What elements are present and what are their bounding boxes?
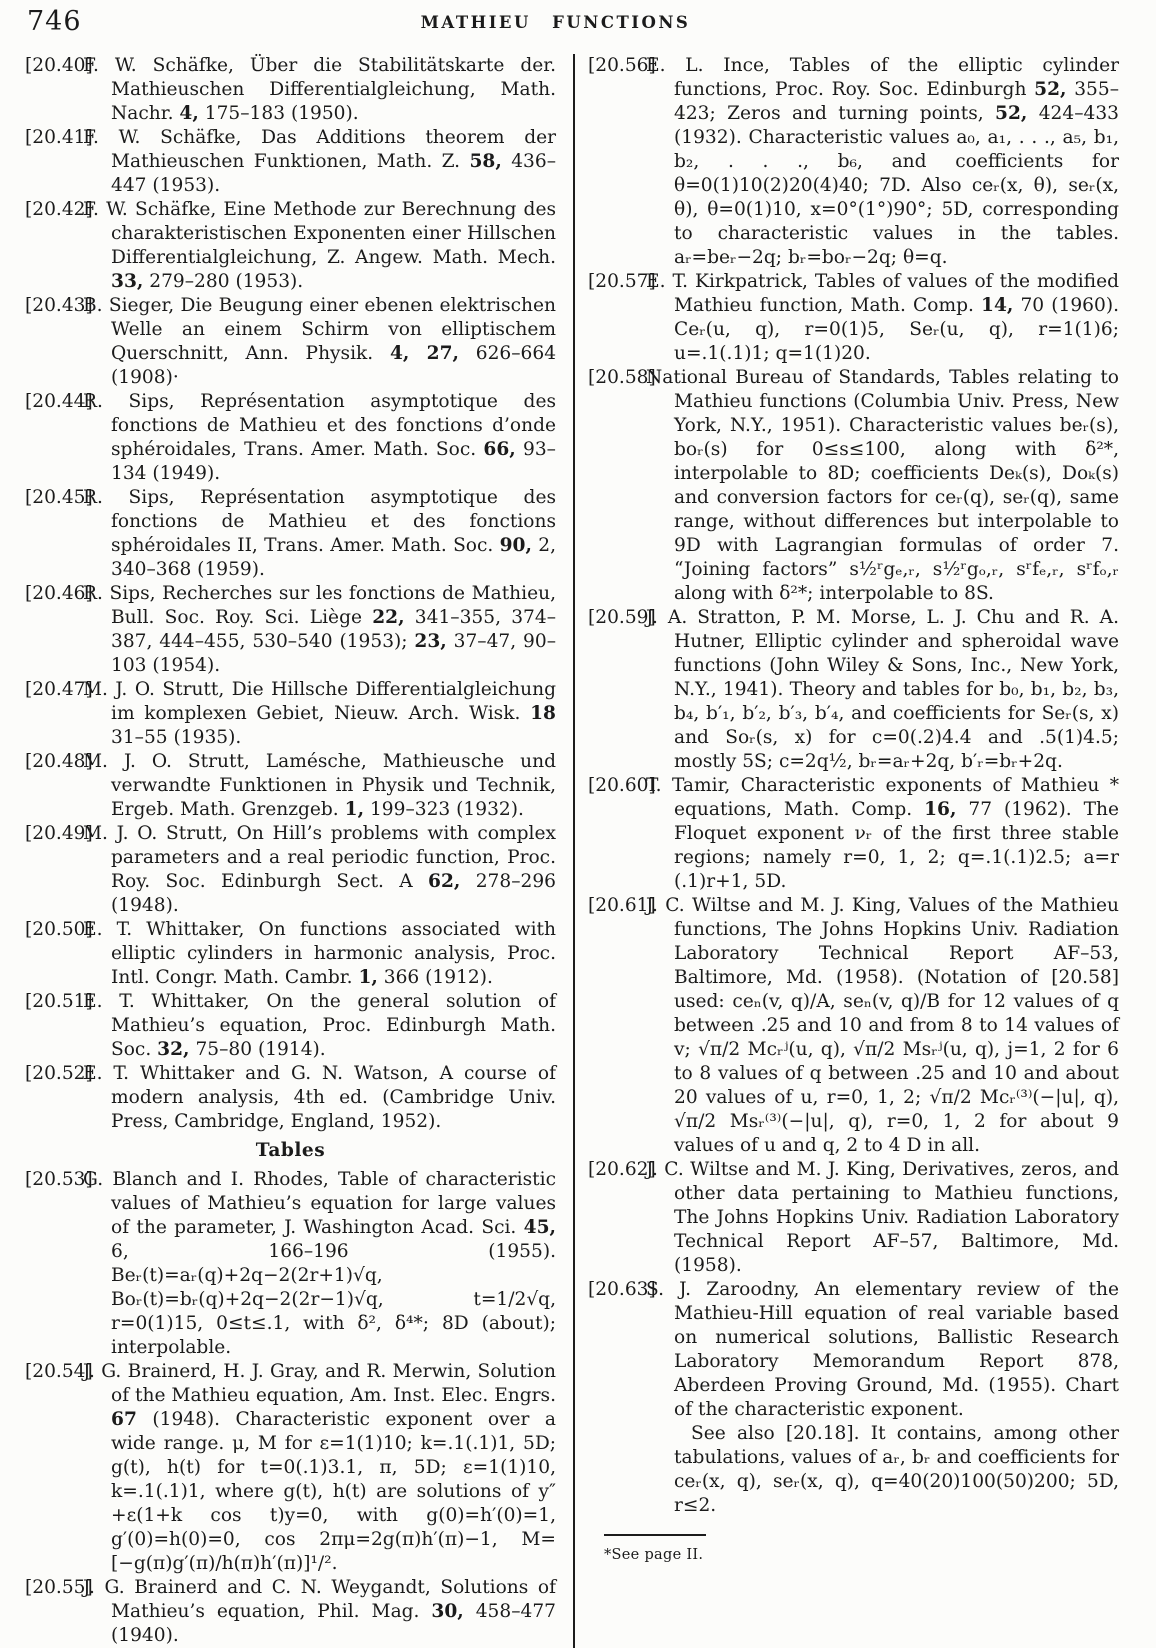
reference-entry	[25, 294, 556, 390]
reference-entry	[25, 750, 556, 822]
reference-label: [20.59]	[588, 607, 656, 628]
reference-text: E. T. Whittaker, On functions associated with elliptic cylinders in harmonic analysis, Proc. Intl. Congr. Math. Cambr. 1, 366 (1912).	[83, 919, 556, 988]
reference-entry	[588, 894, 1119, 1158]
reference-text: T. Tamir, Characteristic exponents of Mathieu * equations, Math. Comp. 16, 77 (1962). The Floquet exponent νᵣ of the first three stable regions; namely r=0, 1, 2; q=.1(.1)2.5; a=r (.1)r+1, 5D.	[646, 775, 1119, 892]
reference-entry	[25, 1062, 556, 1134]
reference-label: [20.48]	[25, 751, 93, 772]
reference-text: S. J. Zaroodny, An elementary review of the Mathieu-Hill equation of real variable based on numerical solutions, Ballistic Research Laboratory Memorandum Report 878, Aberdeen Proving Ground, Md. (1955). Chart of the characteristic exponent.	[646, 1279, 1119, 1420]
reference-entry	[25, 1576, 556, 1648]
reference-continuation: See also [20.18]. It contains, among other tabulations, values of aᵣ, bᵣ and coefficients for ceᵣ(x, q), seᵣ(x, q), q=40(20)100(50)200; 5D, r≤2.	[674, 1423, 1119, 1516]
reference-text: R. Sips, Représentation asymptotique des fonctions de Mathieu et des fonctions sphéroidales II, Trans. Amer. Math. Soc. 90, 2, 340–368 (1959).	[83, 487, 556, 580]
reference-text: M. J. O. Strutt, Lamésche, Mathieusche und verwandte Funktionen in Physik und Technik, Ergeb. Math. Grenzgeb. 1, 199–323 (1932).	[83, 751, 556, 820]
reference-label: [20.60]	[588, 775, 656, 796]
section-heading-tables: Tables	[255, 1140, 326, 1161]
left-column	[25, 54, 556, 1648]
reference-entry	[588, 774, 1119, 894]
reference-text: R. Sips, Recherches sur les fonctions de Mathieu, Bull. Soc. Roy. Sci. Liège 22, 341–355, 374–387, 444–455, 530–540 (1953); 23, 37–47, 90–103 (1954).	[83, 583, 556, 676]
reference-label: [20.47]	[25, 679, 93, 700]
reference-label: [20.45]	[25, 487, 93, 508]
reference-entry	[25, 486, 556, 582]
reference-entry	[25, 126, 556, 198]
reference-label: [20.43]	[25, 295, 93, 316]
reference-entry	[25, 1168, 556, 1360]
reference-text: F. W. Schäfke, Über die Stabilitätskarte der. Mathieuschen Differentialgleichung, Math. Nachr. 4, 175–183 (1950).	[83, 55, 556, 124]
reference-entry	[588, 270, 1119, 366]
reference-label: [20.51]	[25, 991, 93, 1012]
reference-entry	[25, 918, 556, 990]
reference-entry	[25, 390, 556, 486]
reference-entry	[25, 582, 556, 678]
reference-label: [20.46]	[25, 583, 93, 604]
reference-text: E. L. Ince, Tables of the elliptic cylinder functions, Proc. Roy. Soc. Edinburgh 52, 355–423; Zeros and turning points, 52, 424–433 (1932). Characteristic values a₀, a₁, . . ., a₅, b₁, b₂, . . ., b₆, and coefficients for θ=0(1)10(2)20(4)40; 7D. Also ceᵣ(x, θ), seᵣ(x, θ), θ=0(1)10, x=0°(1°)90°; 5D, corresponding to characteristic values in the tables. aᵣ=beᵣ−2q; bᵣ=boᵣ−2q; θ=q.	[646, 55, 1120, 268]
reference-label: [20.42]	[25, 199, 93, 220]
reference-text: E. T. Kirkpatrick, Tables of values of the modified Mathieu function, Math. Comp. 14, 70 (1960). Ceᵣ(u, q), r=0(1)5, Seᵣ(u, q), r=1(1)6; u=.1(.1)1; q=1(1)20.	[646, 271, 1119, 364]
reference-label: [20.41]	[25, 127, 93, 148]
reference-text: J. G. Brainerd and C. N. Weygandt, Solutions of Mathieu’s equation, Phil. Mag. 30, 458–477 (1940).	[83, 1577, 556, 1646]
reference-text: J. C. Wiltse and M. J. King, Derivatives, zeros, and other data pertaining to Mathieu functions, The Johns Hopkins Univ. Radiation Laboratory Technical Report AF–57, Baltimore, Md. (1958).	[646, 1159, 1119, 1276]
reference-entry	[25, 54, 556, 126]
reference-text: J. C. Wiltse and M. J. King, Values of the Mathieu functions, The Johns Hopkins Univ. Radiation Laboratory Technical Report AF–53, Baltimore, Md. (1958). (Notation of [20.58] used: ceₙ(v, q)/A, seₙ(v, q)/B for 12 values of q between .25 and 10 and from 8 to 14 values of v; √π/2 Mcᵣʲ(u, q), √π/2 Msᵣʲ(u, q), j=1, 2 for 6 to 8 values of q between .25 and 10 and about 20 values of u, r=0, 1, 2; √π/2 Mcᵣ⁽³⁾(−|u|, q), √π/2 Msᵣ⁽³⁾(−|u|, q), r=0, 1, 2 for about 9 values of u and q, 2 to 4 D in all.	[646, 895, 1119, 1156]
reference-entry	[25, 1360, 556, 1576]
reference-entry	[25, 198, 556, 294]
reference-entry	[25, 678, 556, 750]
reference-entry	[588, 54, 1119, 270]
reference-text: E. T. Whittaker and G. N. Watson, A course of modern analysis, 4th ed. (Cambridge Univ. Press, Cambridge, England, 1952).	[83, 1063, 556, 1132]
reference-label: [20.63]	[588, 1279, 656, 1300]
reference-entry	[588, 366, 1119, 606]
reference-entry	[25, 990, 556, 1062]
right-column-items	[588, 54, 1119, 1518]
reference-label: [20.58]	[588, 367, 656, 388]
reference-text: M. J. O. Strutt, Die Hillsche Differentialgleichung im komplexen Gebiet, Nieuw. Arch. Wisk. 18 31–55 (1935).	[83, 679, 556, 748]
reference-entry	[588, 1278, 1119, 1422]
reference-label: [20.54]	[25, 1361, 93, 1382]
reference-text: National Bureau of Standards, Tables relating to Mathieu functions (Columbia Univ. Press, New York, N.Y., 1951). Characteristic values beᵣ(s), boᵣ(s) for 0≤s≤100, along with δ²*, interpolable to 8D; coefficients Deₖ(s), Doₖ(s) and conversion factors for ceᵣ(q), seᵣ(q), same range, without differences but interpolable to 9D with Lagrangian formulas of order 7. “Joining factors” s½ʳgₑ,ᵣ, s½ʳgₒ,ᵣ, sʳfₑ,ᵣ, sʳfₒ,ᵣ along with δ²*; interpolable to 8S.	[646, 367, 1119, 604]
reference-text: J. G. Brainerd, H. J. Gray, and R. Merwin, Solution of the Mathieu equation, Am. Inst. Elec. Engrs. 67 (1948). Characteristic exponent over a wide range. μ, M for ε=1(1)10; k=.1(.1)1, 5D; g(t), h(t) for t=0(.1)3.1, π, 5D; ε=1(1)10, k=.1(.1)1, where g(t), h(t) are solutions of y″+ε(1+k cos t)y=0, with g(0)=h′(0)=1, g′(0)=h(0)=0, cos 2πμ=2g(π)h′(π)−1, M=[−g(π)g′(π)/h(π)h′(π)]¹/².	[83, 1361, 556, 1574]
reference-label: [20.50]	[25, 919, 93, 940]
two-column-layout	[25, 54, 1126, 1648]
reference-text: R. Sips, Représentation asymptotique des fonctions de Mathieu et des fonctions d’onde sphéroidales, Trans. Amer. Math. Soc. 66, 93–134 (1949).	[83, 391, 556, 484]
reference-label: [20.61]	[588, 895, 656, 916]
reference-label: [20.55]	[25, 1577, 93, 1598]
page-number: 746	[27, 6, 82, 37]
reference-text: G. Blanch and I. Rhodes, Table of characteristic values of Mathieu’s equation for large values of the parameter, J. Washington Acad. Sci. 45, 6, 166–196 (1955). Beᵣ(t)=aᵣ(q)+2q−2(2r+1)√q, Boᵣ(t)=bᵣ(q)+2q−2(2r−1)√q, t=1/2√q, r=0(1)15, 0≤t≤.1, with δ², δ⁴*; 8D (about); interpolable.	[83, 1169, 556, 1358]
reference-label: [20.53]	[25, 1169, 93, 1190]
reference-entry	[588, 1158, 1119, 1278]
reference-text: M. J. O. Strutt, On Hill’s problems with complex parameters and a real periodic function, Proc. Roy. Soc. Edinburgh Sect. A 62, 278–296 (1948).	[83, 823, 556, 916]
right-column	[588, 54, 1119, 1648]
reference-label: [20.49]	[25, 823, 93, 844]
reference-entry	[588, 606, 1119, 774]
footnote-text: *See page II.	[604, 1547, 704, 1563]
reference-entry	[25, 822, 556, 918]
reference-label: [20.44]	[25, 391, 93, 412]
page-header	[25, 6, 1126, 54]
reference-label: [20.57]	[588, 271, 656, 292]
reference-text: F. W. Schäfke, Eine Methode zur Berechnung des charakteristischen Exponenten einer Hillschen Differentialgleichung, Z. Angew. Math. Mech. 33, 279–280 (1953).	[83, 199, 556, 292]
footnote-rule	[604, 1534, 706, 1536]
reference-text: E. T. Whittaker, On the general solution of Mathieu’s equation, Proc. Edinburgh Math. Soc. 32, 75–80 (1914).	[83, 991, 556, 1060]
reference-text: J. A. Stratton, P. M. Morse, L. J. Chu and R. A. Hutner, Elliptic cylinder and spheroidal wave functions (John Wiley & Sons, Inc., New York, N.Y., 1941). Theory and tables for b₀, b₁, b₂, b₃, b₄, b′₁, b′₂, b′₃, b′₄, and coefficients for Seᵣ(s, x) and Soᵣ(s, x) for c=0(.2)4.4 and .5(1)4.5; mostly 5S; c=2q½, bᵣ=aᵣ+2q, b′ᵣ=bᵣ+2q.	[646, 607, 1119, 772]
reference-label: [20.56]	[588, 55, 656, 76]
footnote	[588, 1534, 1119, 1567]
reference-label: [20.52]	[25, 1063, 93, 1084]
reference-label: [20.40]	[25, 55, 93, 76]
reference-label: [20.62]	[588, 1159, 656, 1180]
reference-text: F. W. Schäfke, Das Additions theorem der Mathieuschen Funktionen, Math. Z. 58, 436–447 (1953).	[83, 127, 556, 196]
running-title: MATHIEU FUNCTIONS	[420, 13, 691, 32]
column-divider-rule	[573, 54, 575, 1648]
reference-text: B. Sieger, Die Beugung einer ebenen elektrischen Welle an einem Schirm von elliptischem Querschnitt, Ann. Physik. 4, 27, 626–664 (1908)·	[83, 295, 557, 388]
